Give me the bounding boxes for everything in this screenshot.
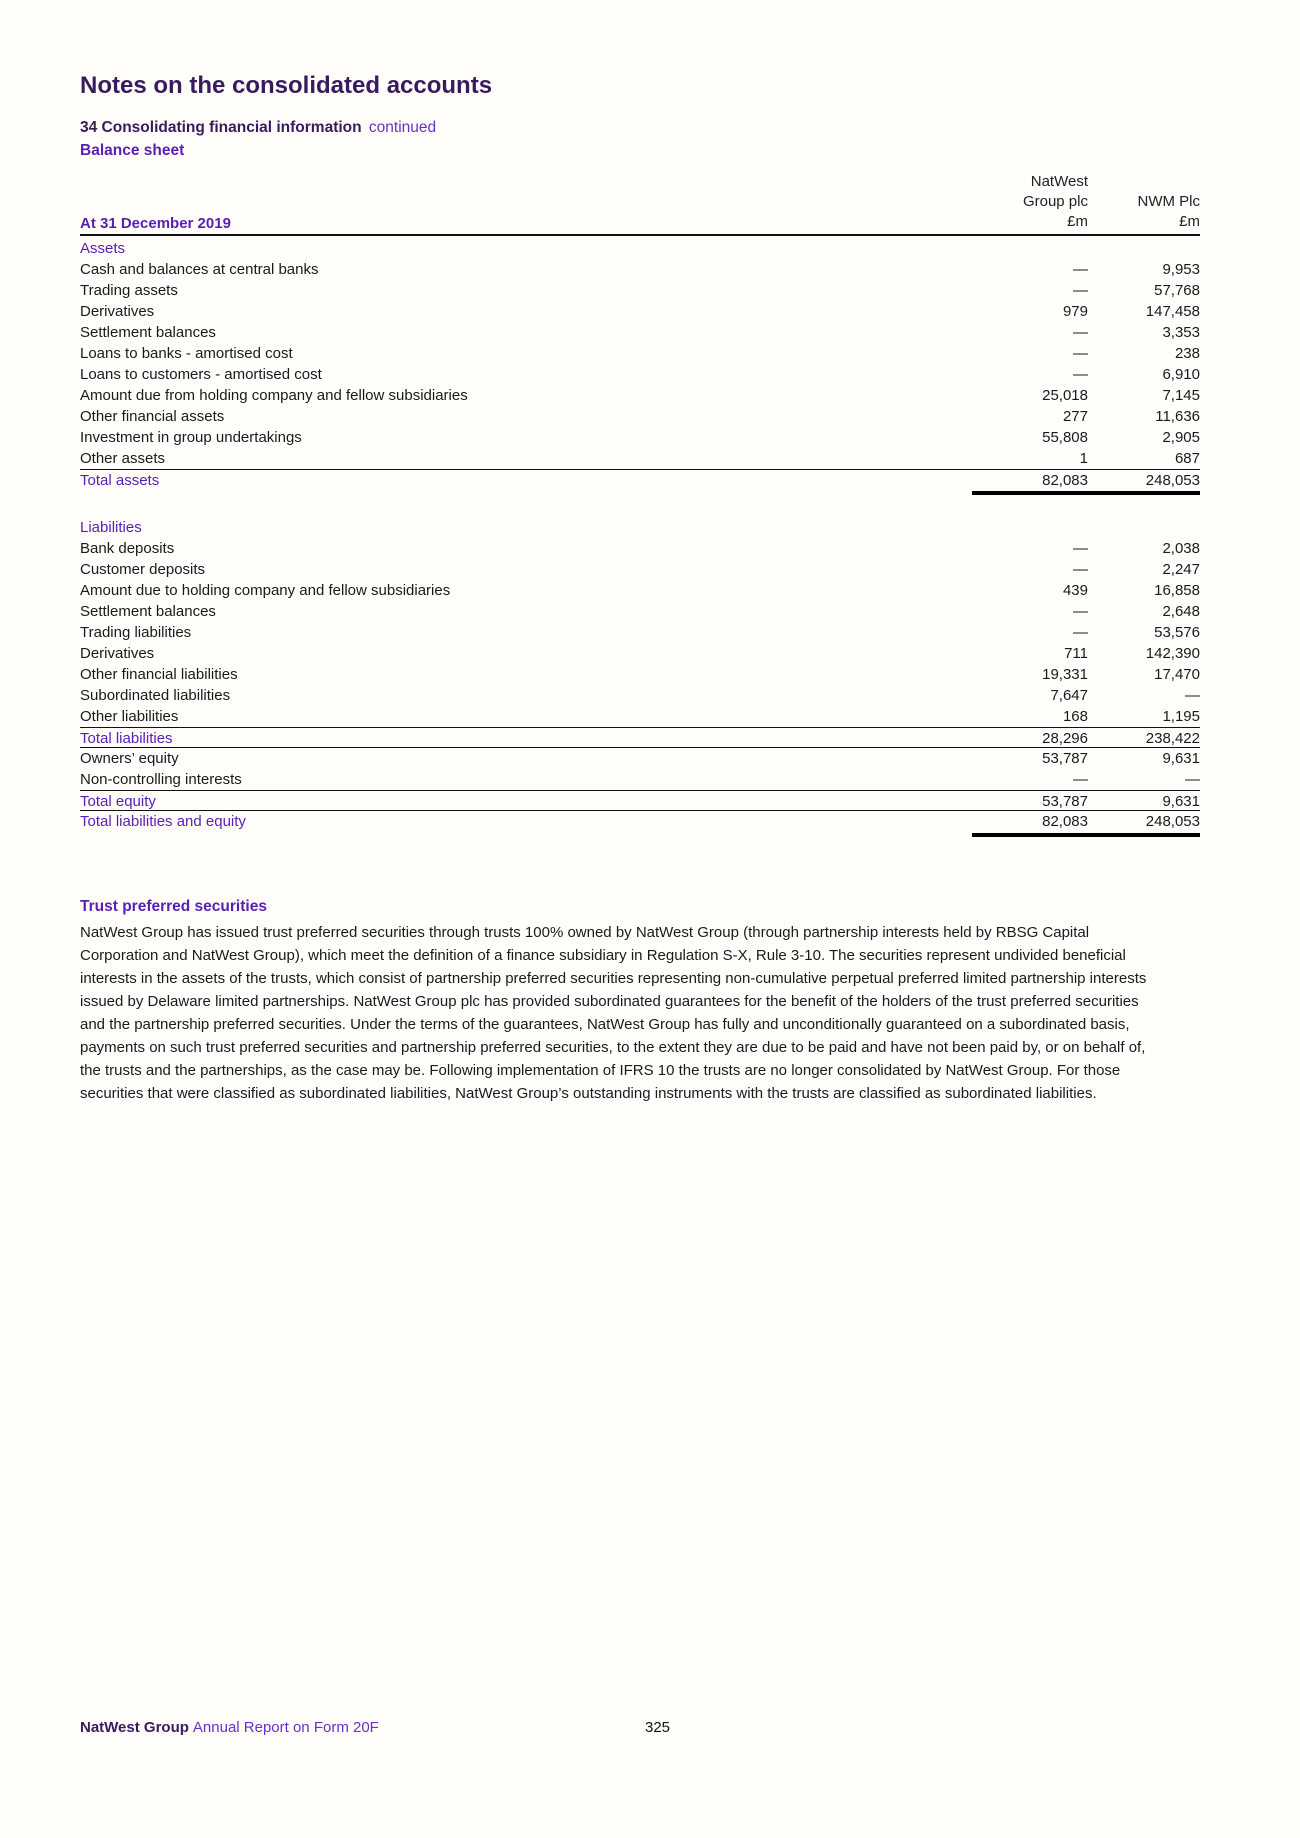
column-header-nwm-plc xyxy=(1088,172,1200,232)
row-value-natwest-group: 979 xyxy=(1062,303,1088,320)
row-value-natwest-group: 7,647 xyxy=(1050,687,1088,704)
row-value-nwm-plc: — xyxy=(1185,771,1200,788)
row-label: Total liabilities and equity xyxy=(80,813,246,830)
row-value-natwest-group: 19,331 xyxy=(1042,666,1088,683)
row-label: Non-controlling interests xyxy=(80,771,242,788)
column-header-natwest-group xyxy=(968,172,1088,232)
table-row xyxy=(80,469,1200,490)
row-value-nwm-plc: 248,053 xyxy=(1145,813,1200,830)
row-label: Loans to customers - amortised cost xyxy=(80,366,322,383)
row-label: Other liabilities xyxy=(80,708,179,725)
row-value-natwest-group: 82,083 xyxy=(1042,813,1088,830)
row-value-nwm-plc: 2,648 xyxy=(1162,603,1200,620)
row-label: Total assets xyxy=(80,472,160,489)
row-value-natwest-group: 168 xyxy=(1062,708,1088,725)
row-label: Liabilities xyxy=(80,519,142,536)
row-value-natwest-group: 55,808 xyxy=(1042,429,1088,446)
col2-header-spacer xyxy=(1088,172,1200,192)
total-double-rule xyxy=(972,833,1200,837)
row-label: Other financial assets xyxy=(80,408,225,425)
row-label: Bank deposits xyxy=(80,540,175,557)
row-label: Assets xyxy=(80,240,126,257)
row-value-natwest-group: — xyxy=(1073,561,1088,578)
table-row xyxy=(80,343,1200,364)
table-row xyxy=(80,322,1200,343)
col2-header-line: NWM Plc xyxy=(1137,193,1200,210)
row-value-nwm-plc: 248,053 xyxy=(1145,472,1200,489)
row-value-natwest-group: 711 xyxy=(1064,645,1088,662)
table-row xyxy=(80,601,1200,622)
table-row xyxy=(80,559,1200,580)
table-row xyxy=(80,685,1200,706)
row-value-natwest-group: 28,296 xyxy=(1042,730,1088,747)
row-value-natwest-group xyxy=(968,517,1088,538)
row-value-natwest-group: — xyxy=(1073,282,1088,299)
row-label: Amount due to holding company and fellow subsidiaries xyxy=(80,582,451,599)
row-value-nwm-plc: 7,145 xyxy=(1162,387,1200,404)
trust-preferred-section xyxy=(80,898,1152,1105)
row-value-natwest-group: — xyxy=(1073,324,1088,341)
table-row xyxy=(80,364,1200,385)
balance-sheet-table xyxy=(80,172,1200,839)
row-value-nwm-plc: 142,390 xyxy=(1145,645,1200,662)
row-value-nwm-plc xyxy=(1088,517,1200,538)
row-value-nwm-plc xyxy=(1088,238,1200,259)
row-value-nwm-plc: 147,458 xyxy=(1145,303,1200,320)
balance-sheet-heading: Balance sheet xyxy=(80,142,185,159)
row-label: Loans to banks - amortised cost xyxy=(80,345,293,362)
table-row xyxy=(80,385,1200,406)
row-label: Total liabilities xyxy=(80,730,173,747)
row-label: Customer deposits xyxy=(80,561,206,578)
row-value-natwest-group: 53,787 xyxy=(1042,793,1088,810)
section-gap xyxy=(80,497,1200,517)
row-value-nwm-plc: — xyxy=(1185,687,1200,704)
row-label: Cash and balances at central banks xyxy=(80,261,319,278)
row-value-nwm-plc: 238 xyxy=(1174,345,1200,362)
note-continued-label: continued xyxy=(368,119,437,136)
row-value-nwm-plc: 1,195 xyxy=(1162,708,1200,725)
row-value-nwm-plc: 9,631 xyxy=(1162,750,1200,767)
row-value-natwest-group: — xyxy=(1073,771,1088,788)
table-header-row xyxy=(80,172,1200,236)
table-row xyxy=(80,748,1200,769)
row-value-natwest-group: 25,018 xyxy=(1042,387,1088,404)
page-footer xyxy=(80,1719,379,1736)
footer-brand: NatWest Group xyxy=(80,1719,189,1736)
note-heading-line xyxy=(80,119,436,137)
row-value-nwm-plc: 2,038 xyxy=(1162,540,1200,557)
trust-preferred-heading: Trust preferred securities xyxy=(80,898,267,915)
row-value-nwm-plc: 3,353 xyxy=(1162,324,1200,341)
row-label: Amount due from holding company and fellow subsidiaries xyxy=(80,387,468,404)
table-row xyxy=(80,643,1200,664)
row-value-nwm-plc: 238,422 xyxy=(1145,730,1200,747)
col1-unit-label: £m xyxy=(1067,213,1088,230)
table-row xyxy=(80,406,1200,427)
row-value-natwest-group: 53,787 xyxy=(1042,750,1088,767)
table-row xyxy=(80,448,1200,469)
table-row xyxy=(80,280,1200,301)
row-label: Total equity xyxy=(80,793,156,810)
col1-header-line2: Group plc xyxy=(1022,193,1088,210)
table-date-label: At 31 December 2019 xyxy=(80,215,231,232)
table-row xyxy=(80,259,1200,280)
page-title: Notes on the consolidated accounts xyxy=(80,72,493,99)
row-label: Investment in group undertakings xyxy=(80,429,302,446)
table-row xyxy=(80,580,1200,601)
row-value-natwest-group: — xyxy=(1073,603,1088,620)
row-value-nwm-plc: 9,631 xyxy=(1162,793,1200,810)
row-value-nwm-plc: 2,905 xyxy=(1162,429,1200,446)
row-label: Derivatives xyxy=(80,303,155,320)
note-number-heading: 34 Consolidating financial information xyxy=(80,119,362,136)
table-row xyxy=(80,301,1200,322)
row-label: Trading assets xyxy=(80,282,178,299)
page-number: 325 xyxy=(645,1719,671,1736)
table-row xyxy=(80,811,1200,832)
row-label: Subordinated liabilities xyxy=(80,687,231,704)
row-label: Other assets xyxy=(80,450,166,467)
row-label: Other financial liabilities xyxy=(80,666,238,683)
row-value-natwest-group: 82,083 xyxy=(1042,472,1088,489)
row-value-natwest-group xyxy=(968,238,1088,259)
row-value-nwm-plc: 17,470 xyxy=(1154,666,1200,683)
row-value-natwest-group: — xyxy=(1073,366,1088,383)
col1-header-line1: NatWest xyxy=(1030,173,1088,190)
table-row xyxy=(80,238,1200,259)
row-value-natwest-group: — xyxy=(1073,345,1088,362)
row-value-nwm-plc: 11,636 xyxy=(1155,408,1200,425)
col2-unit-label: £m xyxy=(1179,213,1200,230)
table-row xyxy=(80,790,1200,811)
row-value-natwest-group: — xyxy=(1073,540,1088,557)
table-row xyxy=(80,427,1200,448)
row-value-nwm-plc: 57,768 xyxy=(1154,282,1200,299)
row-value-natwest-group: 277 xyxy=(1062,408,1088,425)
table-row xyxy=(80,622,1200,643)
row-value-natwest-group: 1 xyxy=(1079,450,1088,467)
table-row xyxy=(80,517,1200,538)
row-value-natwest-group: — xyxy=(1073,624,1088,641)
table-row xyxy=(80,769,1200,790)
row-label: Settlement balances xyxy=(80,324,216,341)
trust-preferred-body: NatWest Group has issued trust preferred securities through trusts 100% owned by NatWest Group (through partnership interests held by RBSG Capital Corporation and NatWest Group), which meet the definition of a finance subsidiary in Regulation S-X, Rule 3-10. The securities represent undivided beneficial interests in the assets of the trusts, which consist of partnership preferred securities representing non-cumulative perpetual preferred limited partnership interests issued by Delaware limited partnerships. NatWest Group plc has provided subordinated guarantees for the benefit of the holders of the trust preferred securities and the partnership preferred securities. Under the terms of the guarantees, NatWest Group has fully and unconditionally guaranteed on a subordinated basis, payments on such trust preferred securities and partnership preferred securities, to the extent they are due to be paid and have not been paid by, or on behalf of, the trusts and the partnerships, as the case may be. Following implementation of IFRS 10 the trusts are no longer consolidated by NatWest Group. For those securities that were classified as subordinated liabilities, NatWest Group’s outstanding instruments with the trusts are classified as subordinated liabilities. xyxy=(80,924,1147,1102)
balance-sheet-rows xyxy=(80,236,1200,837)
table-row xyxy=(80,727,1200,748)
row-value-nwm-plc: 53,576 xyxy=(1154,624,1200,641)
footer-report-title: Annual Report on Form 20F xyxy=(192,1719,379,1736)
row-value-nwm-plc: 2,247 xyxy=(1162,561,1200,578)
total-double-rule xyxy=(972,491,1200,495)
table-row xyxy=(80,664,1200,685)
row-label: Trading liabilities xyxy=(80,624,192,641)
row-label: Settlement balances xyxy=(80,603,216,620)
table-row xyxy=(80,706,1200,727)
row-value-nwm-plc: 16,858 xyxy=(1154,582,1200,599)
row-label: Owners’ equity xyxy=(80,750,179,767)
table-row xyxy=(80,538,1200,559)
row-label: Derivatives xyxy=(80,645,155,662)
row-value-nwm-plc: 6,910 xyxy=(1162,366,1200,383)
row-value-nwm-plc: 9,953 xyxy=(1162,261,1200,278)
row-value-natwest-group: — xyxy=(1073,261,1088,278)
row-value-nwm-plc: 687 xyxy=(1174,450,1200,467)
row-value-natwest-group: 439 xyxy=(1062,582,1088,599)
